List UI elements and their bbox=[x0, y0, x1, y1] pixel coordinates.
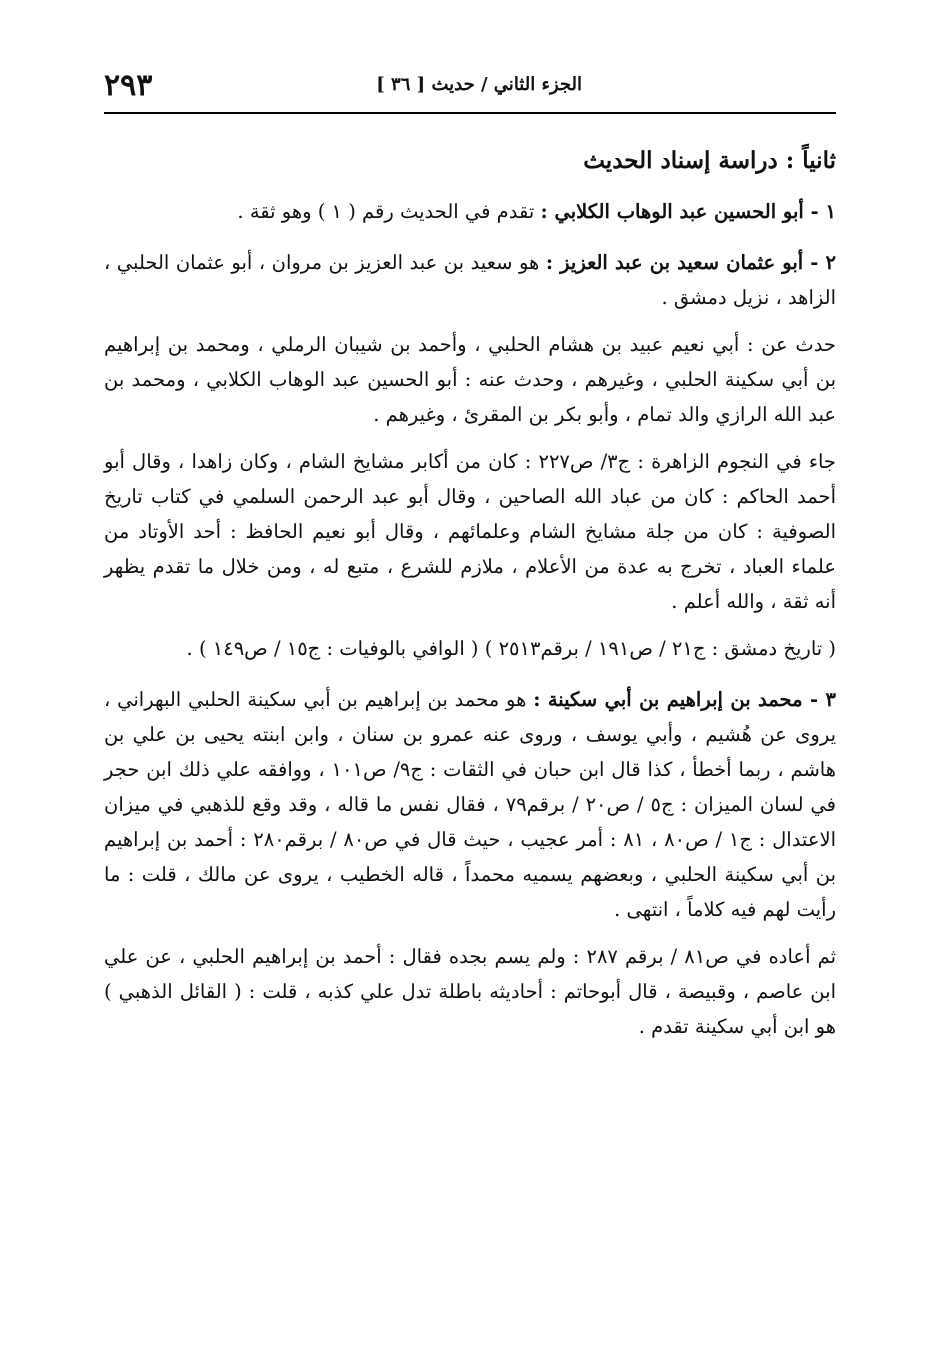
narrator-2 bbox=[104, 245, 836, 315]
narrator-3-name: ٣ - محمد بن إبراهيم بن أبي سكينة : bbox=[533, 688, 836, 711]
narrator-2-citation: ( تاريخ دمشق : ج٢١ / ص١٩١ / برقم٢٥١٣ ) ( الوافي بالوفيات : ج١٥ / ص١٤٩ ) . bbox=[186, 637, 836, 660]
page-header bbox=[104, 66, 836, 114]
narrator-1 bbox=[104, 194, 836, 229]
section-title: ثانياً : دراسة إسناد الحديث bbox=[583, 147, 836, 174]
narrator-2-teachers-students: حدث عن : أبي نعيم عبيد بن هشام الحلبي ، وأحمد بن شيبان الرملي ، ومحمد بن إبراهيم بن أبي سكينة الحلبي ، وغيرهم ، وحدث عنه : أبو الحسين عبد الوهاب الكلابي ، ومحمد بن عبد الله الرازي والد تمام ، وأبو بكر بن المقرئ ، وغيرهم . bbox=[104, 333, 836, 426]
narrator-1-name: ١ - أبو الحسين عبد الوهاب الكلابي : bbox=[540, 200, 836, 223]
narrator-2-name: ٢ - أبو عثمان سعيد بن عبد العزيز : bbox=[545, 251, 836, 274]
narrator-2-text: هو سعيد بن عبد العزيز بن مروان ، أبو عثمان الحلبي ، الزاهد ، نزيل دمشق . bbox=[104, 251, 836, 309]
narrator-3-note: ثم أعاده في ص٨١ / برقم ٢٨٧ : ولم يسم بجده فقال : أحمد بن إبراهيم الحلبي ، عن علي ابن عاصم ، وقبيصة ، قال أبوحاتم : أحاديثه باطلة تدل علي كذبه ، قلت : ( القائل الذهبي ) هو ابن أبي سكينة تقدم . bbox=[104, 945, 836, 1038]
narrator-3 bbox=[104, 682, 836, 927]
page-number: ٢٩٣ bbox=[104, 68, 153, 103]
narrator-1-text: تقدم في الحديث رقم ( ١ ) وهو ثقة . bbox=[237, 200, 535, 223]
narrator-2-assessment: جاء في النجوم الزاهرة : ج٣/ ص٢٢٧ : كان من أكابر مشايخ الشام ، وكان زاهدا ، وقال أبو أحمد الحاكم : كان من عباد الله الصاحين ، وقال أبو عبد الرحمن السلمي في كتاب تاريخ الصوفية : كان من جلة مشايخ الشام وعلمائهم ، وقال أبو نعيم الحافظ : أحد الأوتاد من علماء العباد ، تخرج به عدة من الأعلام ، ملازم للشرع ، متبع له ، ومن خلال ما تقدم يظهر أنه ثقة ، والله أعلم . bbox=[104, 450, 836, 613]
running-title: الجزء الثاني / حديث [ ٣٦ ] bbox=[376, 74, 582, 95]
page-body bbox=[104, 144, 836, 1044]
narrator-3-text: هو محمد بن إبراهيم بن أبي سكينة الحلبي البهراني ، يروى عن هُشيم ، وأبي يوسف ، وروى عنه عمرو بن سنان ، وابن ابنته يحيى بن علي بن هاشم ، ربما أخطأ ، كذا قال ابن حبان في الثقات : ج٩/ ص١٠١ ، ووافقه علي ذلك ابن حجر في لسان الميزان : ج٥ / ص٢٠ / برقم٧٩ ، فقال نفس ما قاله ، وقد وقع للذهبي في ميزان الاعتدال : ج١ / ص٨٠ ، ٨١ : أمر عجيب ، حيث قال في ص٨٠ / برقم٢٨٠ : أحمد بن إبراهيم بن أبي سكينة الحلبي ، وبعضهم يسميه محمداً ، قاله الخطيب ، يروى عن مالك ، قلت : ما رأيت لهم فيه كلاماً ، انتهى . bbox=[104, 688, 837, 921]
